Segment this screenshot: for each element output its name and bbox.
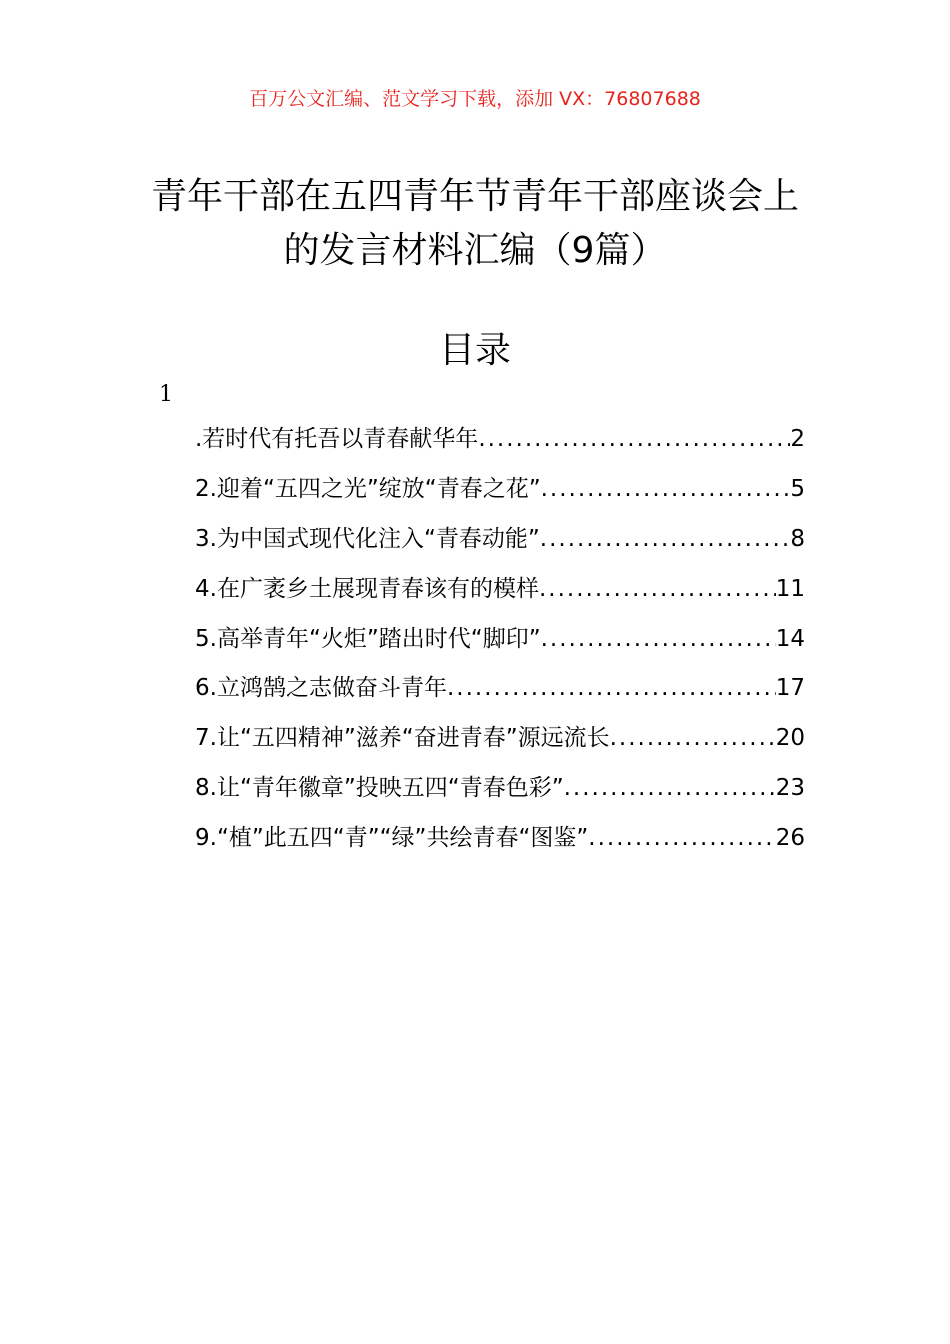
promo-header: 百万公文汇编、范文学习下载，添加 VX：76807688 [249, 88, 701, 110]
toc-entry-8[interactable] [195, 769, 805, 819]
toc-heading: 目录 [438, 330, 511, 371]
toc-leader-dots [478, 426, 790, 452]
toc-leader-dots [564, 775, 776, 801]
toc-entry-page: 20 [775, 725, 805, 752]
toc-entry-page: 14 [775, 625, 805, 652]
toc-entry-page: 2 [790, 426, 805, 452]
document-title [120, 170, 830, 278]
toc-entry-9[interactable] [195, 819, 805, 869]
toc-entry-3[interactable] [195, 520, 805, 570]
toc-leader-dots [447, 675, 776, 701]
toc-entry-title: 6.立鸿鹄之志做奋斗青年 [195, 675, 447, 702]
toc-entry-title: 2.迎着“五四之光”绽放“青春之花” [195, 475, 541, 502]
toc-entry-4[interactable] [195, 570, 805, 620]
toc-leader-dots [588, 825, 775, 851]
toc-leader-dots [539, 576, 776, 602]
toc-entry-title: 3.为中国式现代化注入“青春动能” [195, 525, 540, 552]
toc-entry-6[interactable] [195, 669, 805, 719]
toc-entry-1[interactable] [195, 420, 805, 470]
toc-entry-page: 11 [775, 575, 805, 602]
toc-entry-page: 5 [790, 475, 805, 502]
toc-entry-title: 7.让“五四精神”滋养“奋进青春”源远流长 [195, 725, 610, 752]
toc-entry-5[interactable] [195, 620, 805, 670]
page-marker: 1 [159, 382, 173, 407]
title-line-2: 的发言材料汇编（9篇） [283, 230, 667, 271]
toc-entry-title: 5.高举青年“火炬”踏出时代“脚印” [195, 625, 541, 652]
toc-entry-2[interactable] [195, 470, 805, 520]
toc-entry-7[interactable] [195, 719, 805, 769]
toc-entry-title: 4.在广袤乡土展现青春该有的模样 [195, 575, 539, 602]
toc-entry-title: 8.让“青年徽章”投映五四“青春色彩” [195, 775, 564, 802]
toc-entry-page: 17 [775, 675, 805, 702]
toc-entry-page: 26 [775, 825, 805, 852]
toc-leader-dots [540, 526, 791, 552]
toc-entry-page: 8 [790, 525, 805, 552]
toc-entry-page: 23 [775, 775, 805, 802]
title-line-1: 青年干部在五四青年节青年干部座谈会上 [150, 176, 799, 217]
toc-leader-dots [541, 476, 791, 502]
toc-entry-title: 9.“植”此五四“青”“绿”共绘青春“图鉴” [195, 825, 589, 852]
table-of-contents [195, 420, 805, 869]
toc-leader-dots [610, 725, 776, 751]
toc-leader-dots [541, 626, 776, 652]
toc-entry-title: .若时代有托吾以青春献华年 [195, 426, 479, 452]
